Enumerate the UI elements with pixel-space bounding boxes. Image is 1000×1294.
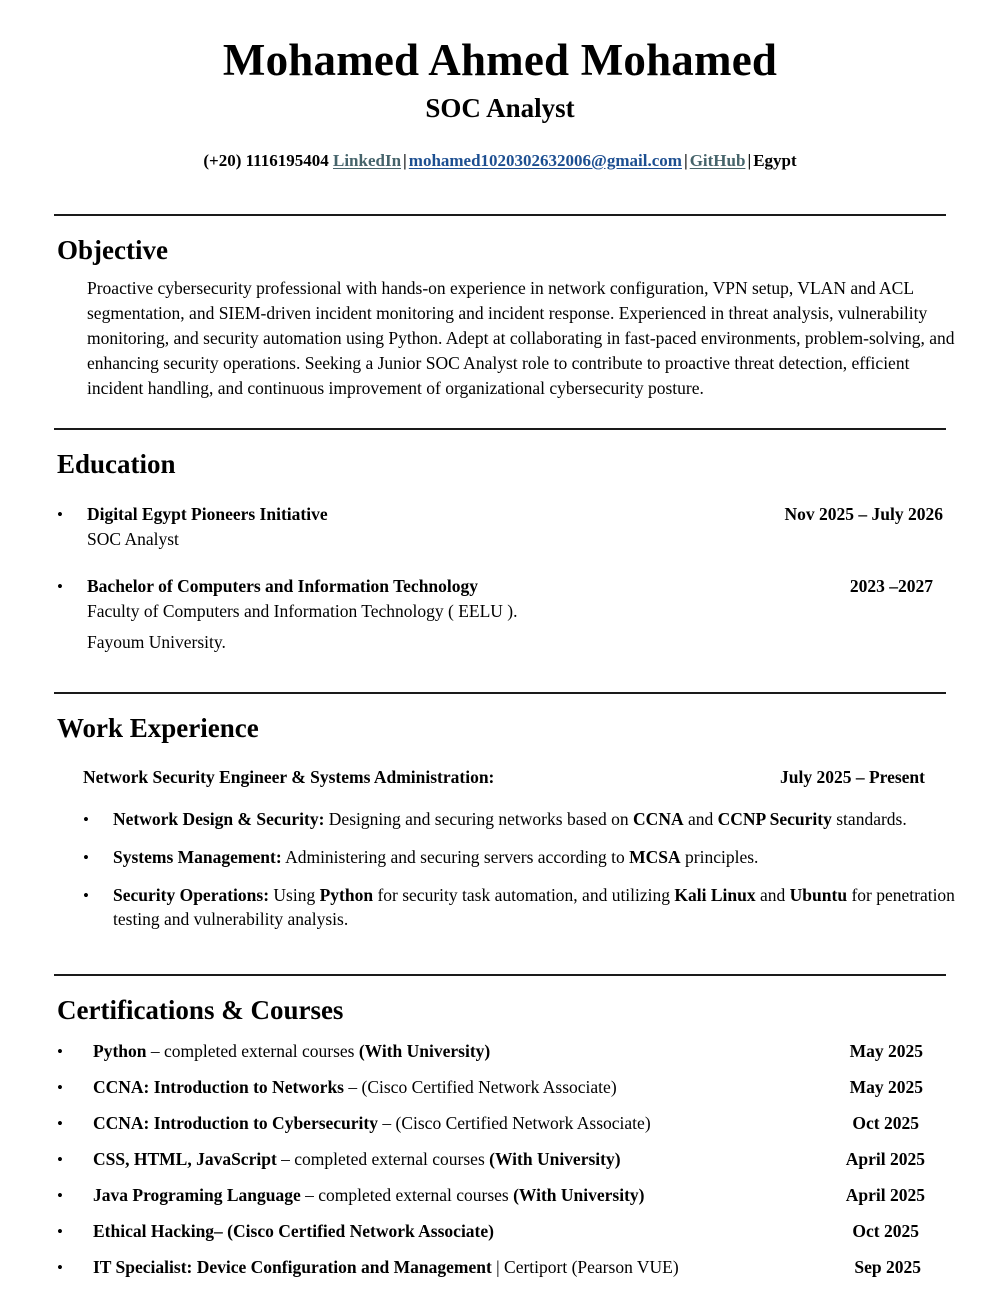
candidate-name: Mohamed Ahmed Mohamed bbox=[222, 35, 778, 85]
job-header bbox=[83, 766, 955, 790]
phone-number: (+20) 1116195404 bbox=[203, 150, 329, 170]
education-subline: SOC Analyst bbox=[87, 529, 179, 550]
work-bullet-lead: Security Operations: bbox=[113, 884, 270, 905]
resume-header bbox=[0, 0, 1000, 172]
certification-item bbox=[57, 1148, 955, 1172]
divider-top bbox=[54, 214, 946, 216]
work-bullet-text bbox=[113, 883, 955, 931]
certification-item bbox=[57, 1184, 955, 1208]
certification-name: Ethical Hacking– (Cisco Certified Network Associate) bbox=[93, 1220, 494, 1241]
certification-name: CSS, HTML, JavaScript bbox=[93, 1149, 277, 1170]
divider-after-work bbox=[54, 974, 946, 976]
work-bullet-rest: for security task automation, and utilizing bbox=[373, 884, 675, 905]
candidate-title: SOC Analyst bbox=[425, 92, 575, 123]
education-date: 2023 –2027 bbox=[849, 575, 933, 596]
certification-item bbox=[57, 1076, 955, 1100]
certification-name: CCNA: Introduction to Networks bbox=[93, 1077, 344, 1098]
certification-item bbox=[57, 1256, 955, 1280]
work-bullet-text bbox=[113, 807, 955, 831]
bullet-marker: • bbox=[57, 1221, 63, 1241]
work-bullet-rest: standards. bbox=[831, 808, 907, 829]
bullet-marker: • bbox=[57, 504, 63, 524]
education-date: Nov 2025 – July 2026 bbox=[784, 503, 943, 524]
contact-line bbox=[0, 150, 1000, 172]
work-bullet-text bbox=[113, 845, 955, 869]
job-date: July 2025 – Present bbox=[779, 767, 925, 788]
work-bullet-rest: principles. bbox=[680, 846, 759, 867]
bullet-marker: • bbox=[83, 847, 89, 867]
education-item bbox=[57, 503, 955, 553]
email-link[interactable]: mohamed1020302632006@gmail.com bbox=[408, 150, 682, 170]
certification-date: May 2025 bbox=[849, 1077, 923, 1098]
work-bullet-lead: Systems Management: bbox=[113, 846, 282, 867]
certification-item bbox=[57, 1220, 955, 1244]
certification-date: April 2025 bbox=[845, 1185, 925, 1206]
work-bullet-rest: Using bbox=[269, 884, 320, 905]
linkedin-link[interactable]: LinkedIn bbox=[332, 150, 402, 170]
certifications-section bbox=[0, 994, 1000, 1280]
objective-section bbox=[0, 234, 1000, 401]
certification-name: CCNA: Introduction to Cybersecurity bbox=[93, 1113, 378, 1134]
work-bullet-rest: Administering and securing servers according to bbox=[281, 846, 630, 867]
divider-after-objective bbox=[54, 428, 946, 430]
certification-detail: – completed external courses bbox=[146, 1041, 359, 1062]
job-title: Network Security Engineer & Systems Administration: bbox=[83, 767, 495, 788]
github-link[interactable]: GitHub bbox=[689, 150, 746, 170]
certification-date: Oct 2025 bbox=[852, 1113, 919, 1134]
bullet-marker: • bbox=[57, 1257, 63, 1277]
work-bullet bbox=[83, 845, 955, 870]
location-text: Egypt bbox=[753, 150, 797, 170]
bullet-marker: • bbox=[57, 1078, 63, 1098]
work-bullet bbox=[83, 807, 955, 832]
work-bullet-keyword: Kali Linux bbox=[674, 884, 756, 905]
work-bullet-rest: for penetration testing and vulnerability analysis. bbox=[113, 884, 955, 929]
education-subline: Faculty of Computers and Information Technology ( EELU ). bbox=[87, 601, 518, 622]
work-bullet-keyword: Python bbox=[319, 884, 374, 905]
education-subline-extra: Fayoum University. bbox=[87, 632, 226, 653]
work-bullet-lead: Network Design & Security: bbox=[113, 808, 325, 829]
certification-date: May 2025 bbox=[849, 1041, 923, 1062]
bullet-marker: • bbox=[57, 1042, 63, 1062]
bullet-marker: • bbox=[57, 1150, 63, 1170]
certification-detail: – (Cisco Certified Network Associate) bbox=[378, 1113, 651, 1134]
work-bullet-keyword: CCNA bbox=[633, 808, 684, 829]
separator-1: | bbox=[403, 150, 407, 170]
certification-name: Java Programing Language bbox=[93, 1185, 301, 1206]
bullet-marker: • bbox=[57, 1186, 63, 1206]
certification-name: Python bbox=[93, 1041, 147, 1062]
education-item bbox=[57, 575, 955, 656]
bullet-marker: • bbox=[57, 576, 63, 596]
certification-detail: – (Cisco Certified Network Associate) bbox=[344, 1077, 617, 1098]
certification-detail-bold: (With University) bbox=[513, 1185, 645, 1206]
work-bullet bbox=[83, 883, 955, 931]
work-bullet-rest: and bbox=[755, 884, 790, 905]
work-experience-section bbox=[0, 712, 1000, 931]
certification-date: Oct 2025 bbox=[852, 1220, 919, 1241]
certification-date: Sep 2025 bbox=[854, 1256, 921, 1277]
work-bullet-keyword: MCSA bbox=[629, 846, 681, 867]
work-bullet-rest: Designing and securing networks based on bbox=[324, 808, 634, 829]
separator-3: | bbox=[747, 150, 752, 170]
education-heading: Education bbox=[57, 449, 176, 480]
certification-detail: – completed external courses bbox=[300, 1185, 514, 1206]
objective-heading: Objective bbox=[57, 234, 168, 265]
separator-2: | bbox=[683, 150, 688, 170]
education-institution: Digital Egypt Pioneers Initiative bbox=[87, 503, 328, 524]
work-experience-heading: Work Experience bbox=[57, 712, 259, 743]
certification-detail-bold: (With University) bbox=[489, 1149, 621, 1170]
work-bullet-keyword: CCNP Security bbox=[717, 808, 832, 829]
bullet-marker: • bbox=[83, 809, 89, 829]
divider-after-education bbox=[54, 692, 946, 694]
certification-item bbox=[57, 1112, 955, 1136]
bullet-marker: • bbox=[57, 1114, 63, 1134]
certification-detail: – completed external courses bbox=[276, 1149, 490, 1170]
education-section bbox=[0, 448, 1000, 655]
certification-name: IT Specialist: Device Configuration and Management bbox=[93, 1256, 492, 1277]
objective-text: Proactive cybersecurity professional with hands-on experience in network configuration, VPN setup, VLAN and ACL segmentation, and SIEM-driven incident monitoring and incident response. Experienced in threat analysis, vulnerability monitoring, and security automation using Python. Adept at collaborating in fast-paced environments, problem-solving, and enhancing security operations. Seeking a Junior SOC Analyst role to contribute to proactive threat detection, efficient incident handling, and continuous improvement of organizational cybersecurity posture. bbox=[87, 278, 955, 398]
certification-detail-bold: (With University) bbox=[358, 1041, 491, 1062]
certification-item bbox=[57, 1040, 955, 1064]
bullet-marker: • bbox=[83, 885, 89, 905]
education-institution: Bachelor of Computers and Information Technology bbox=[87, 575, 479, 596]
work-bullet-keyword: Ubuntu bbox=[789, 884, 848, 905]
certifications-heading: Certifications & Courses bbox=[57, 994, 344, 1025]
work-bullet-rest: and bbox=[683, 808, 718, 829]
certification-date: April 2025 bbox=[845, 1149, 925, 1170]
certification-detail: | Certiport (Pearson VUE) bbox=[491, 1256, 679, 1277]
